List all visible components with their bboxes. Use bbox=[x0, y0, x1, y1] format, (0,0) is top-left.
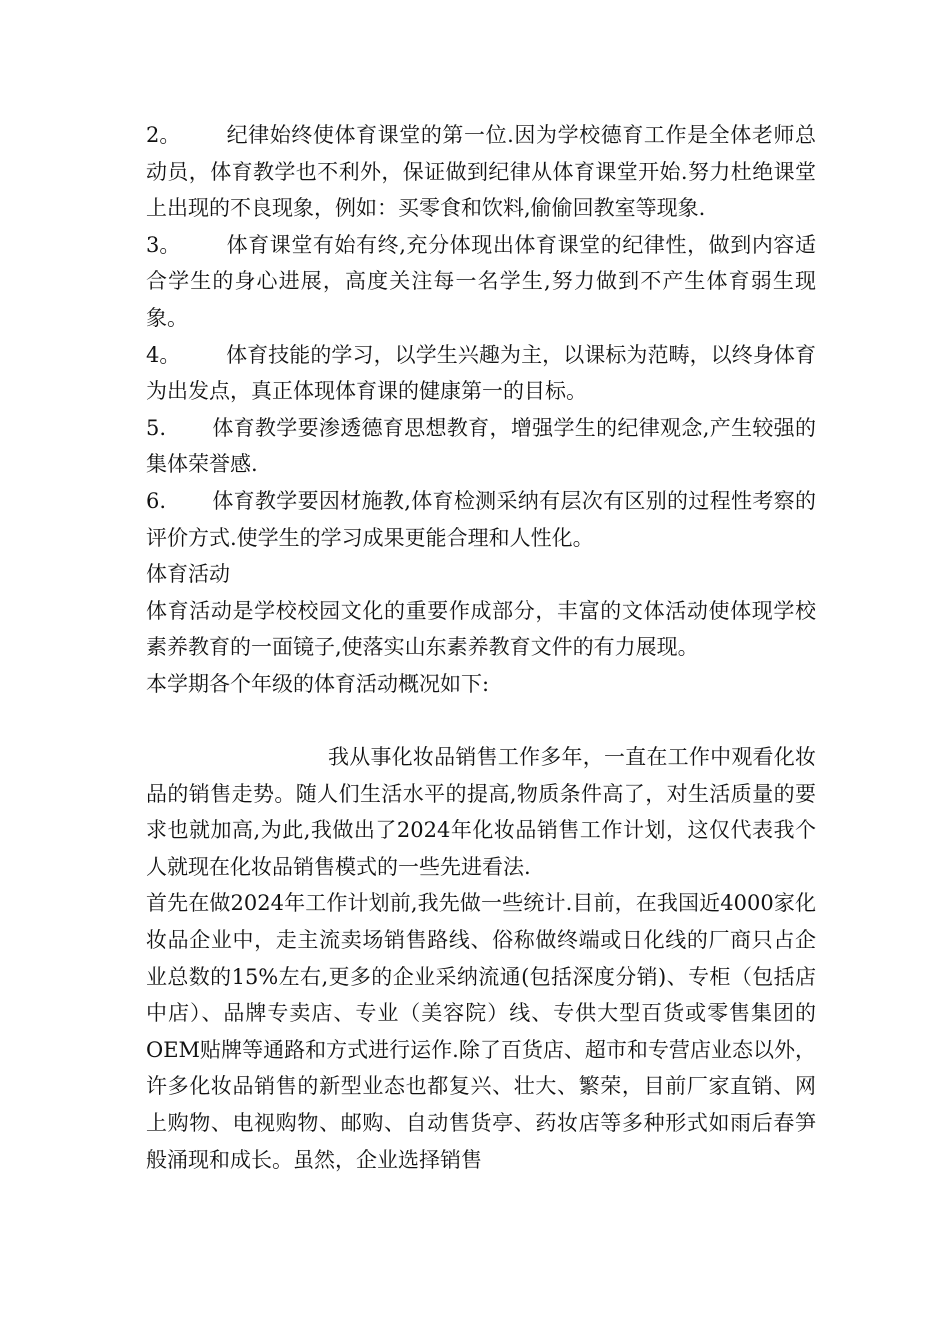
section-intro: 本学期各个年级的体育活动概况如下: bbox=[146, 671, 490, 696]
article-paragraph-1: 我从事化妆品销售工作多年，一直在工作中观看化妆品的销售走势。随人们生活水平的提高,物质条件高了，对生活质量的要求也就加高,为此,我做出了2024年化妆品销售工作计划，这仅代表我个人就现在化妆品销售模式的一些先进看法. bbox=[146, 745, 816, 879]
list-item-text: 体育课堂有始有终,充分体现出体育课堂的纪律性，做到内容适合学生的身心进展，高度关注每一名学生,努力做到不产生体育弱生现象。 bbox=[146, 232, 816, 330]
list-item-number: 3。 bbox=[146, 232, 181, 257]
blank-line bbox=[146, 703, 816, 740]
document-body bbox=[146, 117, 816, 1178]
list-item-text: 纪律始终使体育课堂的第一位.因为学校德育工作是全体老师总动员，体育教学也不利外，保证做到纪律从体育课堂开始.努力杜绝课堂上出现的不良现象，例如：买零食和饮料,偷偷回教室等现象. bbox=[146, 123, 816, 221]
section-paragraph: 体育活动是学校校园文化的重要作成部分，丰富的文体活动使体现学校素养教育的一面镜子,使落实山东素养教育文件的有力展现。 bbox=[146, 598, 816, 660]
list-item-text: 体育教学要渗透德育思想教育，增强学生的纪律观念,产生较强的集体荣誉感. bbox=[146, 415, 816, 477]
section-heading: 体育活动 bbox=[146, 562, 230, 587]
list-item-text: 体育技能的学习，以学生兴趣为主，以课标为范畴，以终身体育为出发点，真正体现体育课的健康第一的目标。 bbox=[146, 342, 816, 404]
list-item-number: 4。 bbox=[146, 342, 181, 367]
list-item-number: 6. bbox=[146, 488, 167, 513]
article-paragraph-2: 首先在做2024年工作计划前,我先做一些统计.目前，在我国近4000家化妆品企业中，走主流卖场销售路线、俗称做终端或日化线的厂商只占企业总数的15%左右,更多的企业采纳流通(包括深度分销)、专柜（包括店中店）、品牌专卖店、专业（美容院）线、专供大型百货或零售集团的OEM贴牌等通路和方式进行运作.除了百货店、超市和专营店业态以外，许多化妆品销售的新型业态也都复兴、壮大、繁荣，目前厂家直销、网上购物、电视购物、邮购、自动售货亭、药妆店等多种形式如雨后春笋般涌现和成长。虽然，企业选择销售 bbox=[146, 891, 816, 1172]
list-item-number: 2。 bbox=[146, 123, 181, 147]
list-item-4 bbox=[146, 337, 816, 410]
list-item-number: 5. bbox=[146, 415, 167, 440]
list-item-5 bbox=[146, 410, 816, 483]
list-item-3 bbox=[146, 227, 816, 337]
list-item-6 bbox=[146, 483, 816, 556]
list-item-2 bbox=[146, 117, 816, 227]
list-item-text: 体育教学要因材施教,体育检测采纳有层次有区别的过程性考察的评价方式.使学生的学习成果更能合理和人性化。 bbox=[146, 488, 816, 550]
